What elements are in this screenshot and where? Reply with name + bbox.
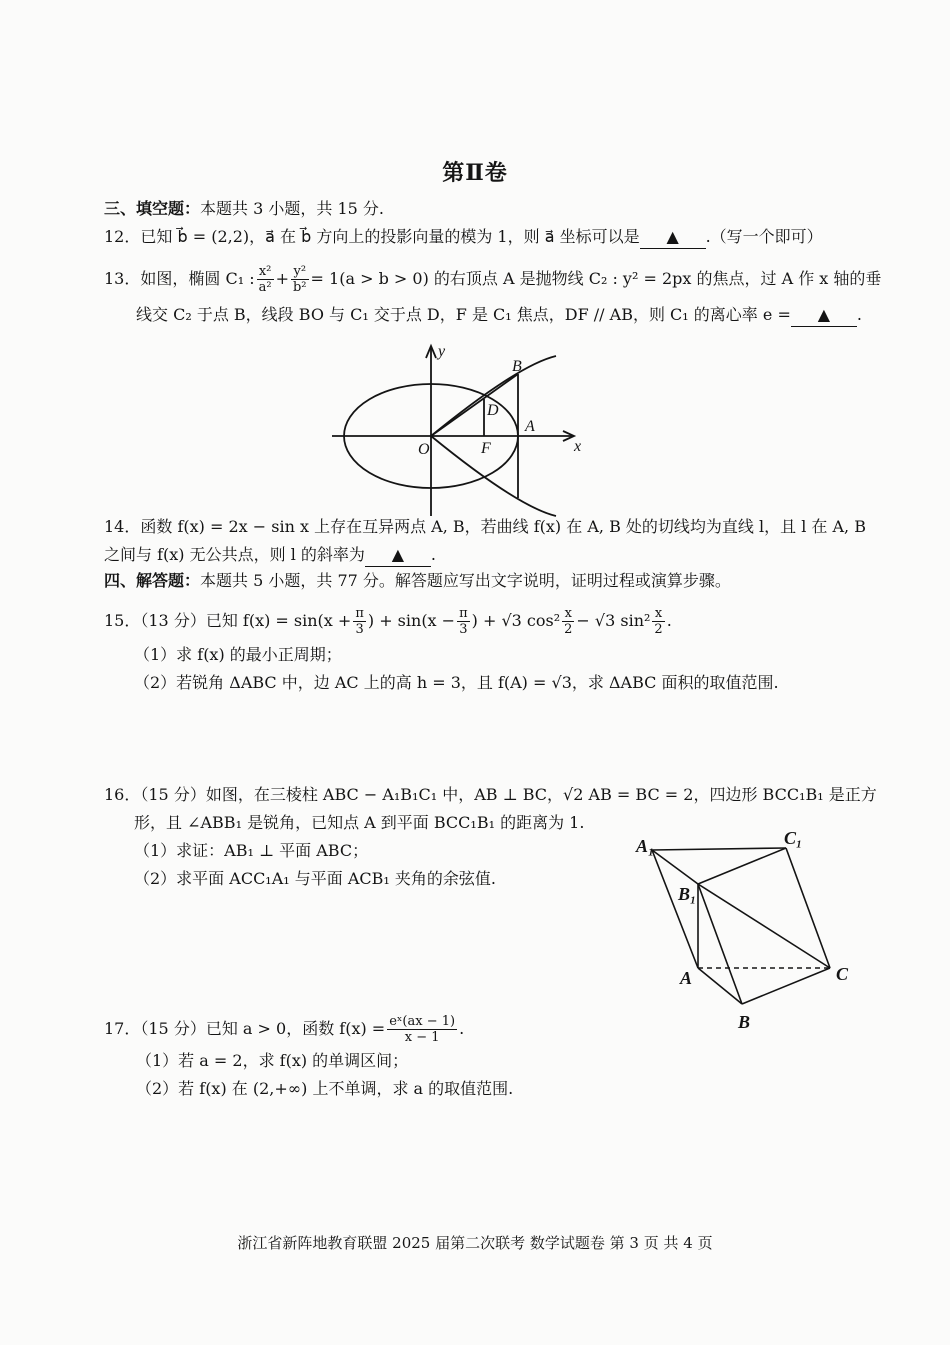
line-ob	[431, 374, 518, 436]
figure-prism	[630, 826, 860, 1036]
q13-frac-y: $\frac{\text{y²}}{\text{b²}}$	[292, 264, 307, 295]
q15-frac-pi3-a: $\frac{\pi}{3}$	[355, 606, 364, 637]
question-12	[104, 226, 823, 249]
q15-text-e: .	[666, 611, 672, 630]
page-footer: 浙江省新阵地教育联盟 2025 届第二次联考 数学试题卷 第 3 页 共 4 页	[237, 1234, 713, 1252]
question-13-line-2	[136, 304, 862, 327]
q15-frac-x2-a: $\frac{x}{2}$	[564, 606, 573, 637]
q17-number: 17．	[104, 1019, 141, 1038]
label-B: B	[738, 1012, 751, 1032]
q13-text-c: 线交 C₂ 于点 B，线段 BO 与 C₁ 交于点 D，F 是 C₁ 焦点，DF // AB，则 C₁ 的离心率 e =	[136, 305, 791, 324]
q15-text-c: ) + √3 cos²	[471, 611, 561, 630]
section-3-header	[104, 198, 384, 220]
label-F: F	[481, 440, 491, 457]
page-title: 第Ⅱ卷	[442, 160, 508, 186]
q13-tail: .	[856, 305, 862, 324]
q15-text-d: − √3 sin²	[576, 611, 651, 630]
q14-answer-blank[interactable]: ▲	[365, 544, 431, 567]
q16-part-2: （2）求平面 ACC₁A₁ 与平面 ACB₁ 夹角的余弦值.	[134, 869, 497, 888]
q12-answer-blank[interactable]: ▲	[640, 226, 706, 249]
section-3-label: 三、填空题：	[104, 199, 201, 218]
label-C1: C₁	[784, 828, 803, 848]
question-16-line-1	[104, 784, 877, 806]
question-13-line-1: 13．如图，椭圆 C₁ : $\frac{\text{x²}}{\text{a²}}$ + $\frac{\text{y²}}{\text{b²}}$ = 1(a > b > 0) 的右顶点 A 是抛物线 C₂ : y² = 2px 的焦点，过 A 作 x 轴的垂	[104, 264, 882, 295]
label-B1: B₁	[678, 884, 697, 904]
q14-text-b: 之间与 f(x) 无公共点，则 l 的斜率为	[104, 545, 365, 564]
q15-text-a: （13 分）已知 f(x) = sin(x +	[140, 611, 352, 630]
figure-ellipse-parabola	[320, 338, 600, 518]
section-4-label: 四、解答题：	[104, 571, 201, 590]
q16-number: 16．	[104, 785, 141, 804]
question-16-line-2: 形，且 ∠ABB₁ 是锐角，已知点 A 到平面 BCC₁B₁ 的距离为 1.	[134, 813, 585, 832]
q14-tail: .	[430, 545, 436, 564]
label-B: B	[512, 358, 522, 375]
q12-tail: .（写一个即可）	[705, 227, 823, 246]
label-C: C	[836, 964, 849, 984]
question-17-line-1	[104, 1014, 464, 1045]
q15-frac-pi3-b: $\frac{\pi}{3}$	[459, 606, 468, 637]
q12-number: 12．	[104, 227, 141, 246]
q17-part-2: （2）若 f(x) 在 (2,+∞) 上不单调，求 a 的取值范围.	[136, 1079, 514, 1098]
question-14-line-1	[104, 516, 866, 538]
label-A: A	[525, 418, 535, 435]
label-A1: A₁	[636, 836, 655, 856]
q15-number: 15．	[104, 611, 141, 630]
q13-text-a: 如图，椭圆 C₁ :	[140, 269, 255, 288]
label-O: O	[418, 441, 430, 458]
q15-part-1: （1）求 f(x) 的最小正周期；	[134, 645, 342, 664]
section-3-desc: 本题共 3 小题，共 15 分.	[200, 199, 384, 218]
q16-text-a: （15 分）如图，在三棱柱 ABC − A₁B₁C₁ 中，AB ⊥ BC，√2 AB = BC = 2，四边形 BCC₁B₁ 是正方	[140, 785, 877, 804]
label-A: A	[680, 968, 693, 988]
question-14-line-2	[104, 544, 436, 567]
q14-text-a: 函数 f(x) = 2x − sin x 上存在互异两点 A, B，若曲线 f(x) 在 A, B 处的切线均为直线 l，且 l 在 A, B	[140, 517, 866, 536]
q13-text-b: = 1(a > b > 0) 的右顶点 A 是抛物线 C₂ : y² = 2px 的焦点，过 A 作 x 轴的垂	[310, 269, 882, 288]
q17-text-b: .	[459, 1019, 465, 1038]
q13-frac-x: $\frac{\text{x²}}{\text{a²}}$	[258, 264, 272, 295]
section-4-desc: 本题共 5 小题，共 77 分。解答题应写出文字说明，证明过程或演算步骤。	[200, 571, 731, 590]
q12-text: 已知 b⃗ = (2,2)，a⃗ 在 b⃗ 方向上的投影向量的模为 1，则 a⃗ 坐标可以是	[140, 227, 640, 246]
q15-frac-x2-b: $\frac{x}{2}$	[654, 606, 663, 637]
q15-text-b: ) + sin(x −	[367, 611, 456, 630]
label-x: x	[574, 438, 582, 455]
question-15-line-1	[104, 606, 672, 637]
q13-number: 13．	[104, 269, 141, 288]
q17-part-1: （1）若 a = 2，求 f(x) 的单调区间；	[136, 1051, 409, 1070]
label-D: D	[487, 402, 499, 419]
q16-part-1: （1）求证：AB₁ ⊥ 平面 ABC；	[134, 841, 369, 860]
q13-answer-blank[interactable]: ▲	[791, 304, 857, 327]
q14-number: 14．	[104, 517, 141, 536]
section-4-header	[104, 570, 731, 592]
q17-frac: $\frac{\text{eˣ(ax − 1)}}{x - 1}$	[389, 1014, 456, 1045]
q15-part-2: （2）若锐角 ΔABC 中，边 AC 上的高 h = 3，且 f(A) = √3，求 ΔABC 面积的取值范围.	[134, 673, 779, 692]
label-y: y	[438, 343, 446, 360]
q17-text-a: （15 分）已知 a > 0，函数 f(x) =	[140, 1019, 386, 1038]
